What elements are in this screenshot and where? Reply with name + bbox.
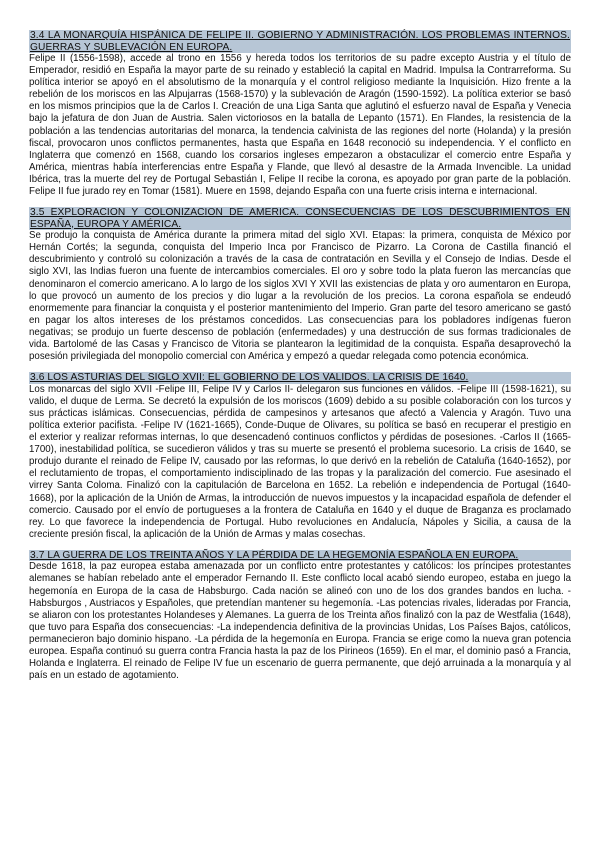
section-heading: 3.5 EXPLORACION Y COLONIZACION DE AMERICA. CONSECUENCIAS DE LOS DESCUBRIMIENTOS EN ESPAÑA, EUROPA Y AMÉRICA. [30,207,570,230]
section-body: Desde 1618, la paz europea estaba amenazada por un conflicto entre protestantes y católicos: los príncipes protestantes alemanes se habían rebelado ante el emperador Fernando II. Este conflicto local acabó siendo europeo, estaba en juego la hegemonía en Europa de la casa de Habsburgo. Cada nación se alineó con uno de los dos grandes bandos en lucha. -Habsburgos , Austriacos y Españoles, que pretendían mantener su hegemonía. -Las potencias rivales, lideradas por Francia, se aliaron con los protestantes Holandeses y Alemanes. La guerra de los Treinta años finalizó con la paz de Westfalia (1648), que tuvo para España dos consecuencias: -La independencia definitiva de la provincias Unidas, Los Países Bajos, católicos, permanecieron bajo dominio hispano. -La pérdida de la hegemonía en Europa. Francia se erige como la nueva gran potencia europea. España continuó su guerra contra Francia hasta la paz de los Pirineos (1659). En el mar, el dominio pasó a Francia, Holanda e Inglaterra. El reinado de Felipe IV fue un escenario de guerra permanente, que dejó arruinada a la monarquía y al país en un estado de agotamiento. [29,561,571,682]
section-heading: 3.7 LA GUERRA DE LOS TREINTA AÑOS Y LA PÉRDIDA DE LA HEGEMONÍA ESPAÑOLA EN EUROPA. [29,550,571,562]
section-body: Felipe II (1556-1598), accede al trono en 1556 y hereda todos los territorios de su padre excepto Austria y el título de Emperador, residió en España la mayor parte de su reinado y estableció la capital en Madrid. Impulsa la Contrarreforma. Su política interior se apoyó en el absolutismo de la monarquía y el control religioso mediante la Inquisición. Hizo frente a la rebelión de los moriscos en las Alpujarras (1568-1570) y la sublevación de Aragón (1590-1592). La política exterior se basó en los mismos principios que la de Carlos I. Creación de una Liga Santa que aglutinó el esfuerzo naval de España y Venecia bajo la jefatura de don Juan de Austria. Salen victoriosos en la batalla de Lepanto (1571). En Flandes, la resistencia de la población a las tendencias autoritarias del monarca, la tendencia calvinista de las regiones del norte (Holanda) y la presión fiscal, provocaron unos conflictos permanentes, hasta que España en 1648 reconoció su independencia. Y el conflicto en Inglaterra que comenzó en 1568, cuando los corsarios ingleses empezaron a obstaculizar el comercio entre España y América, mientras había interferencias entre España y Flande, que llevó al desastre de la Armada Invencible. La unidad Ibérica, tras la muerte del rey de Portugal Sebastián I, Felipe II recibe la corona, es apoyado por gran parte de la población. Felipe II fue jurado rey en Tomar (1581). Muere en 1598, dejando España con una fuerte crisis interna e internacional. [29,53,571,198]
section-3-7 [29,550,571,682]
section-body: Se produjo la conquista de América durante la primera mitad del siglo XVI. Etapas: la primera, conquista de México por Hernán Cortés; la segunda, conquista del Imperio Inca por Francisco de Pizarro. La Corona de Castilla financió el descubrimiento y controló su colonización a través de la casa de contratación en Sevilla y el Consejo de Indias. Desde el siglo XVI, las Indias fueron una fuente de intercambios comerciales. El oro y sobre todo la plata fueron las mercancías que denominaron el comercio americano. A lo largo de los siglos XVI Y XVII las existencias de plata y oro aumentaron en Europa, lo que provocó un aumento de los precios y dio lugar a la revolución de los precios. La corona española se endeudó enormemente para financiar la conquista y el posterior mantenimiento del Imperio. Gran parte del tesoro americano se gastó en pagar los altos intereses de los préstamos concedidos. Las consecuencias para los pobladores indígenas fueron negativas; se produjo un fuerte descenso de población (enfermedades) y una destrucción de sus formas tradicionales de vida. Bartolomé de las Casas y Francisco de Vitoria se plantearon la legitimidad de la conquista. España desaprovechó la posesión privilegiada del monopolio comercial con América y empezó a quedar relegada como potencia económica. [29,230,571,363]
section-3-6 [29,372,571,541]
section-heading: 3.4 LA MONARQUÍA HISPÁNICA DE FELIPE II. GOBIERNO Y ADMINISTRACIÓN. LOS PROBLEMAS INTERNOS. GUERRAS Y SUBLEVACIÓN EN EUROPA. [30,30,570,53]
section-heading: 3.6 LOS ASTURIAS DEL SIGLO XVII: EL GOBIERNO DE LOS VALIDOS. LA CRISIS DE 1640. [29,372,571,384]
section-3-5 [29,207,571,363]
section-3-4 [29,30,571,198]
section-body: Los monarcas del siglo XVII -Felipe III, Felipe IV y Carlos II- delegaron sus funciones en válidos. -Felipe III (1598-1621), su valido, el duque de Lerma. Se decretó la expulsión de los moriscos (1609) debido a su posible colaboración con los turcos y sus prácticas islámicas. Consecuencias, pérdida de campesinos y artesanos que afectó a Valencia y Aragón. Tuvo una política exterior pacifista. -Felipe IV (1621-1665), Conde-Duque de Olivares, su política se basó en recuperar el prestigio en el exterior y realizar reformas internas, lo que desencadenó continuos conflictos y pérdidas de posesiones. -Carlos II (1665-1700), inestabilidad política, se sucedieron válidos y tras su muerte se presentó el problema sucesorio. La crisis de 1640, se produjo durante el reinado de Felipe IV, causado por las reformas, lo que derivó en la rebelión de Cataluña (1640-1652), por el reclutamiento de tropas, el comportamiento indisciplinado de las tropas y la paralización del comercio. Fue asesinado el virrey Santa Coloma. Finalizó con la capitulación de Barcelona en 1652. La rebelión e independencia de Portugal (1640-1668), por la aplicación de la Unión de Armas, la introducción de nuevos impuestos y la incapacidad española de defender el comercio. Causado por el envío de portugueses a la frontera de Cataluña en 1640 y el duque de Braganza es proclamado rey. Lo que favorece la independencia de Portugal. Hubo revoluciones en Andalucía, Nápoles y Sicilia, a causa de la creciente presión fiscal, la aplicación de la Unión de Armas y malas cosechas. [29,383,571,540]
